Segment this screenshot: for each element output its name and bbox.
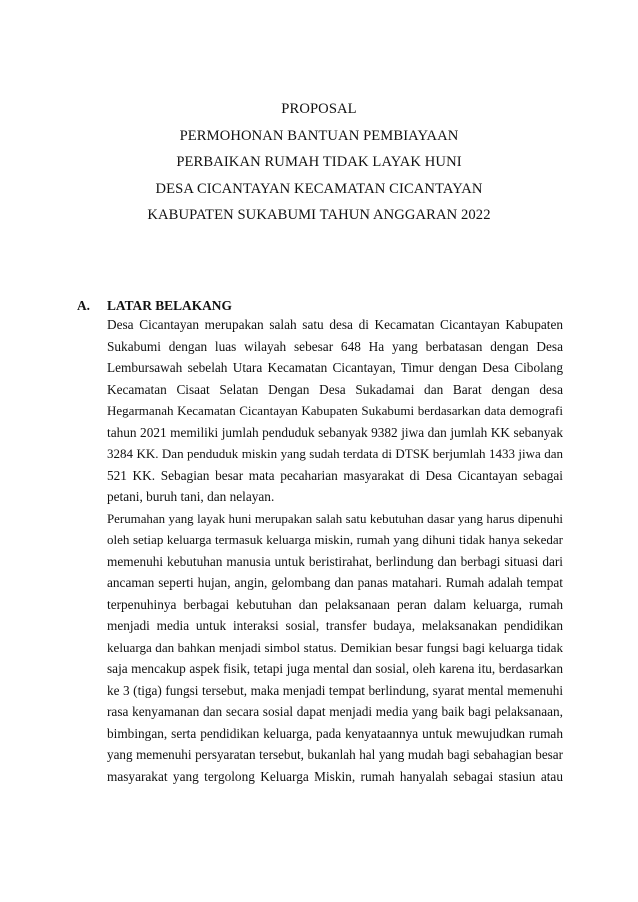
section-heading-text: LATAR BELAKANG [107, 298, 232, 313]
text-line: Desa Cicantayan merupakan salah satu desa di Kecamatan Cicantayan Kabupaten [107, 317, 563, 332]
text-line: Lembursawah sebelah Utara Kecamatan Cicantayan, Timur dengan Desa Cibolang [107, 360, 563, 375]
paragraph [107, 314, 563, 508]
text-line: bimbingan, serta pendidikan keluarga, pada kenyataannya untuk mewujudkan rumah [107, 725, 563, 741]
proposal-title [0, 96, 638, 229]
title-line: PERMOHONAN BANTUAN PEMBIAYAAN [179, 127, 459, 144]
title-line: PROPOSAL [281, 101, 357, 117]
text-line: Kecamatan Cisaat Selatan Dengan Desa Sukadamai dan Barat dengan desa [107, 381, 563, 397]
text-line: saja mencakup aspek fisik, tetapi juga mental dan sosial, oleh karena itu, berdasarkan [107, 661, 563, 676]
section-body [107, 314, 563, 787]
text-line: tahun 2021 memiliki jumlah penduduk sebanyak 9382 jiwa dan jumlah KK sebanyak [107, 424, 563, 440]
text-line: 521 KK. Sebagian besar mata pecaharian masyarakat di Desa Cicantayan sebagai [107, 467, 563, 483]
text-line: Hegarmanah Kecamatan Cicantayan Kabupaten Sukabumi berdasarkan data demografi [107, 403, 563, 418]
text-line: menjadi media untuk interaksi sosial, transfer budaya, melaksanakan pendidikan [107, 618, 563, 633]
section-heading [77, 296, 232, 316]
text-line: Sukabumi dengan luas wilayah sebesar 648 Ha yang berbatasan dengan Desa [107, 338, 563, 354]
text-line: terpenuhinya berbagai kebutuhan dan pelaksanaan peran dalam keluarga, rumah [107, 596, 563, 612]
text-line: ke 3 (tiga) fungsi tersebut, maka menjadi tempat berlindung, syarat mental memenuhi [107, 682, 563, 698]
text-line: memenuhi kebutuhan manusia untuk beristirahat, berlindung dan berbagi situasi dari [107, 553, 563, 569]
text-line: rasa kenyamanan dan secara sosial dapat menjadi media yang baik bagi pelaksanaan, [107, 704, 563, 719]
text-line: Perumahan yang layak huni merupakan salah satu kebutuhan dasar yang harus dipenuhi [107, 510, 563, 526]
text-line: ancaman seperti hujan, angin, gelombang dan panas matahari. Rumah adalah tempat [107, 575, 563, 590]
text-line: keluarga dan bahkan menjadi simbol status. Demikian besar fungsi bagi keluarga tidak [107, 639, 563, 655]
paragraph [107, 508, 563, 788]
text-line: petani, buruh tani, dan nelayan. [107, 489, 275, 504]
title-line: KABUPATEN SUKABUMI TAHUN ANGGARAN 2022 [147, 207, 491, 223]
text-line: masyarakat yang tergolong Keluarga Miskin, rumah hanyalah sebagai stasiun atau [107, 768, 563, 784]
section-letter: A. [77, 298, 91, 313]
text-line: oleh setiap keluarga termasuk keluarga miskin, rumah yang dihuni tidak hanya sekedar [107, 532, 563, 547]
text-line: 3284 KK. Dan penduduk miskin yang sudah terdata di DTSK berjumlah 1433 jiwa dan [107, 446, 563, 461]
text-line: yang memenuhi persyaratan tersebut, bukanlah hal yang mudah bagi sebahagian besar [107, 747, 563, 762]
title-line: PERBAIKAN RUMAH TIDAK LAYAK HUNI [176, 154, 462, 170]
title-line: DESA CICANTAYAN KECAMATAN CICANTAYAN [155, 180, 483, 197]
